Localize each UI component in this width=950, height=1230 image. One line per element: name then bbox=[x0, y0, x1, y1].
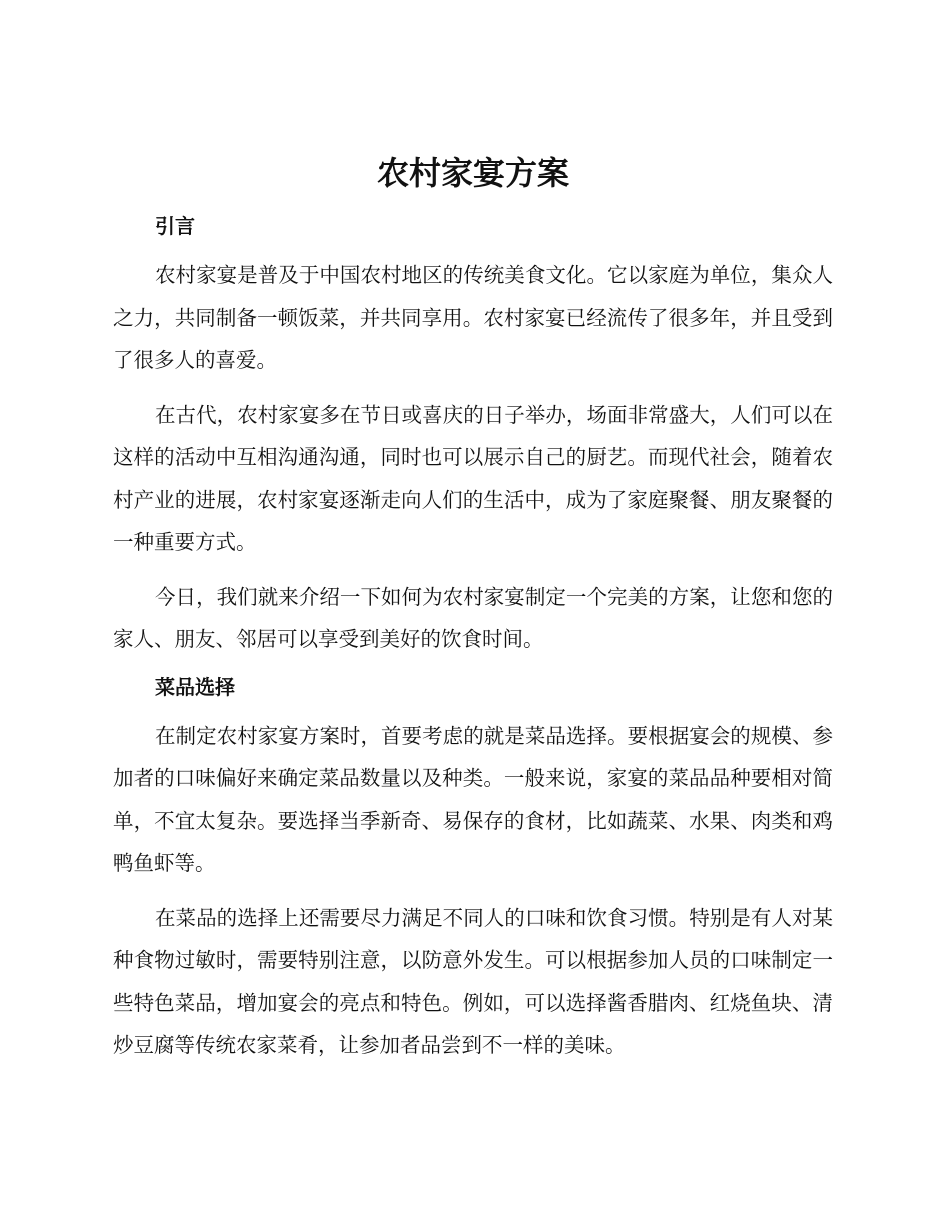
document-title: 农村家宴方案 bbox=[376, 155, 569, 191]
document-body bbox=[113, 148, 833, 1079]
introduction-paragraph-2: 在古代，农村家宴多在节日或喜庆的日子举办，场面非常盛大，人们可以在这样的活动中互相沟通沟通，同时也可以展示自己的厨艺。而现代社会，随着农村产业的进展，农村家宴逐渐走向人们的生活中，成为了家庭聚餐、朋友聚餐的一种重要方式。 bbox=[113, 402, 833, 554]
dish-selection-paragraph-1: 在制定农村家宴方案时，首要考虑的就是菜品选择。要根据宴会的规模、参加者的口味偏好来确定菜品数量以及种类。一般来说，家宴的菜品品种要相对简单，不宜太复杂。要选择当季新奇、易保存的食材，比如蔬菜、水果、肉类和鸡鸭鱼虾等。 bbox=[113, 723, 833, 875]
section-heading-dish-selection: 菜品选择 bbox=[155, 676, 235, 699]
dish-selection-paragraph-2: 在菜品的选择上还需要尽力满足不同人的口味和饮食习惯。特别是有人对某种食物过敏时，需要特别注意，以防意外发生。可以根据参加人员的口味制定一些特色菜品，增加宴会的亮点和特色。例如，可以选择酱香腊肉、红烧鱼块、清炒豆腐等传统农家菜肴，让参加者品尝到不一样的美味。 bbox=[113, 905, 833, 1057]
introduction-paragraph-1: 农村家宴是普及于中国农村地区的传统美食文化。它以家庭为单位，集众人之力，共同制备一顿饭菜，并共同享用。农村家宴已经流传了很多年，并且受到了很多人的喜爱。 bbox=[113, 263, 833, 372]
section-heading-introduction: 引言 bbox=[155, 216, 195, 238]
introduction-paragraph-3: 今日，我们就来介绍一下如何为农村家宴制定一个完美的方案，让您和您的家人、朋友、邻居可以享受到美好的饮食时间。 bbox=[113, 584, 833, 651]
